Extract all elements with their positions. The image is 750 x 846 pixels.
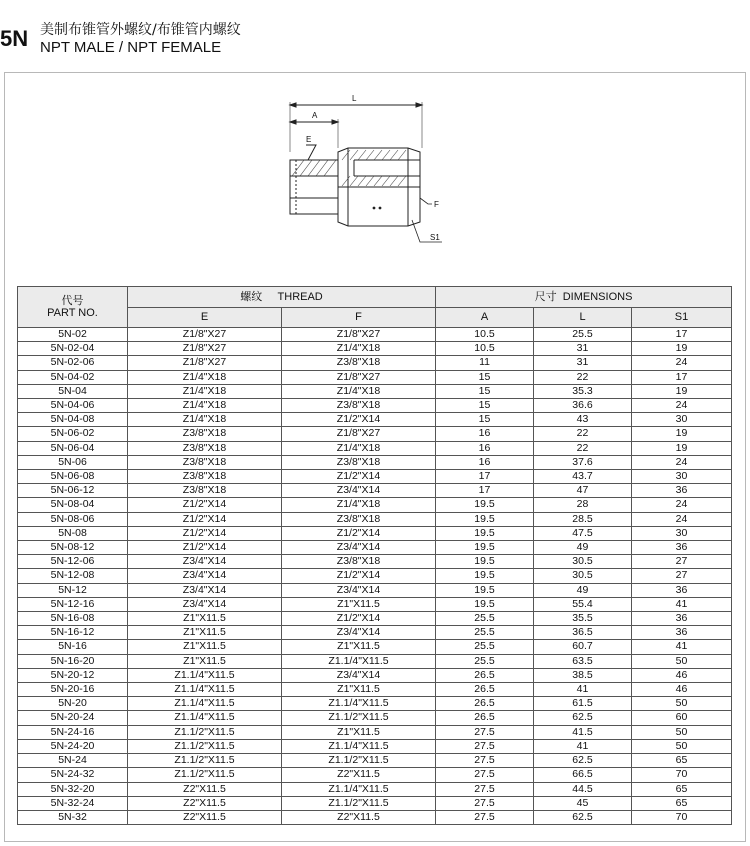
dim-l-cell: 30.5	[534, 555, 632, 569]
table-row	[18, 441, 732, 455]
part-no-cell: 5N-24-16	[18, 725, 128, 739]
part-no-cell: 5N-16-12	[18, 626, 128, 640]
dim-l-cell: 62.5	[534, 711, 632, 725]
dim-a-cell: 17	[436, 470, 534, 484]
dim-a-cell: 15	[436, 384, 534, 398]
thread-e-cell: Z1/8"X27	[128, 328, 282, 342]
dim-l-cell: 31	[534, 356, 632, 370]
dim-a-cell: 26.5	[436, 668, 534, 682]
thread-e-cell: Z1/8"X27	[128, 356, 282, 370]
dim-a-cell: 26.5	[436, 683, 534, 697]
table-row	[18, 597, 732, 611]
dim-s1-cell: 65	[632, 754, 732, 768]
part-no-header	[18, 287, 128, 328]
table-row	[18, 711, 732, 725]
dimensions-header	[436, 287, 732, 308]
dim-l-cell: 60.7	[534, 640, 632, 654]
col-header-A: A	[436, 308, 534, 328]
dim-s1-cell: 36	[632, 626, 732, 640]
dim-a-cell: 26.5	[436, 697, 534, 711]
thread-f-cell: Z1"X11.5	[282, 725, 436, 739]
thread-e-cell: Z3/4"X14	[128, 583, 282, 597]
thread-e-cell: Z3/8"X18	[128, 441, 282, 455]
part-no-cell: 5N-32	[18, 810, 128, 824]
table-row	[18, 470, 732, 484]
thread-e-cell: Z1/2"X14	[128, 526, 282, 540]
col-header-L: L	[534, 308, 632, 328]
dimensions-header-en: DIMENSIONS	[562, 290, 633, 303]
thread-e-cell: Z1"X11.5	[128, 612, 282, 626]
thread-f-cell: Z1.1/2"X11.5	[282, 711, 436, 725]
thread-f-cell: Z3/8"X18	[282, 512, 436, 526]
thread-e-cell: Z1/4"X18	[128, 370, 282, 384]
dim-l-cell: 35.5	[534, 612, 632, 626]
table-row	[18, 541, 732, 555]
thread-f-cell: Z1/4"X18	[282, 384, 436, 398]
dim-s1-cell: 70	[632, 768, 732, 782]
part-no-cell: 5N-20-16	[18, 683, 128, 697]
part-no-cell: 5N-06-12	[18, 484, 128, 498]
part-no-cell: 5N-04	[18, 384, 128, 398]
thread-e-cell: Z1"X11.5	[128, 640, 282, 654]
thread-e-cell: Z1.1/2"X11.5	[128, 754, 282, 768]
dim-s1-cell: 70	[632, 810, 732, 824]
part-no-cell: 5N-20-24	[18, 711, 128, 725]
dim-a-cell: 19.5	[436, 555, 534, 569]
thread-f-cell: Z3/4"X14	[282, 583, 436, 597]
dim-s1-cell: 46	[632, 683, 732, 697]
thread-f-cell: Z3/8"X18	[282, 555, 436, 569]
part-no-cell: 5N-24	[18, 754, 128, 768]
thread-f-cell: Z3/4"X14	[282, 484, 436, 498]
thread-f-cell: Z1"X11.5	[282, 597, 436, 611]
dim-l-cell: 36.5	[534, 626, 632, 640]
dim-s1-cell: 24	[632, 455, 732, 469]
table-row	[18, 413, 732, 427]
dim-s1-cell: 41	[632, 640, 732, 654]
dim-a-cell: 19.5	[436, 526, 534, 540]
part-no-cell: 5N-04-08	[18, 413, 128, 427]
thread-e-cell: Z1/2"X14	[128, 541, 282, 555]
table-row	[18, 754, 732, 768]
dim-s1-cell: 46	[632, 668, 732, 682]
thread-e-cell: Z2"X11.5	[128, 782, 282, 796]
dim-a-cell: 17	[436, 484, 534, 498]
thread-f-cell: Z1/2"X14	[282, 612, 436, 626]
table-row	[18, 555, 732, 569]
part-no-cell: 5N-20	[18, 697, 128, 711]
thread-f-cell: Z3/8"X18	[282, 399, 436, 413]
dim-a-cell: 19.5	[436, 569, 534, 583]
dim-l-cell: 47	[534, 484, 632, 498]
thread-f-cell: Z3/4"X14	[282, 668, 436, 682]
col-header-S1: S1	[632, 308, 732, 328]
dim-s1-cell: 65	[632, 782, 732, 796]
thread-e-cell: Z1/4"X18	[128, 413, 282, 427]
table-row	[18, 583, 732, 597]
dim-a-cell: 19.5	[436, 583, 534, 597]
table-row	[18, 640, 732, 654]
thread-e-cell: Z3/8"X18	[128, 455, 282, 469]
thread-e-cell: Z1.1/2"X11.5	[128, 768, 282, 782]
dim-a-cell: 15	[436, 399, 534, 413]
part-no-cell: 5N-16-08	[18, 612, 128, 626]
part-no-cell: 5N-08-12	[18, 541, 128, 555]
table-row	[18, 668, 732, 682]
dim-s1-cell: 19	[632, 427, 732, 441]
spec-table-body	[18, 328, 732, 825]
thread-e-cell: Z1.1/4"X11.5	[128, 711, 282, 725]
dim-l-cell: 43	[534, 413, 632, 427]
dim-l-cell: 41	[534, 739, 632, 753]
thread-f-cell: Z1/2"X14	[282, 526, 436, 540]
dim-a-cell: 10.5	[436, 328, 534, 342]
thread-e-cell: Z3/8"X18	[128, 470, 282, 484]
dimensions-header-cn: 尺寸	[534, 289, 557, 303]
dim-l-cell: 41.5	[534, 725, 632, 739]
part-no-cell: 5N-06	[18, 455, 128, 469]
part-no-cell: 5N-24-20	[18, 739, 128, 753]
dim-a-cell: 19.5	[436, 541, 534, 555]
thread-e-cell: Z3/4"X14	[128, 569, 282, 583]
dim-l-cell: 47.5	[534, 526, 632, 540]
dim-l-cell: 44.5	[534, 782, 632, 796]
dim-l-cell: 49	[534, 583, 632, 597]
table-row	[18, 612, 732, 626]
part-no-cell: 5N-16	[18, 640, 128, 654]
part-no-cell: 5N-12	[18, 583, 128, 597]
thread-f-cell: Z1/4"X18	[282, 498, 436, 512]
dim-s1-cell: 19	[632, 384, 732, 398]
dim-s1-cell: 30	[632, 526, 732, 540]
dim-a-cell: 27.5	[436, 725, 534, 739]
thread-e-cell: Z1.1/4"X11.5	[128, 668, 282, 682]
dim-a-cell: 19.5	[436, 498, 534, 512]
dim-l-cell: 28	[534, 498, 632, 512]
part-no-cell: 5N-04-06	[18, 399, 128, 413]
spec-table	[17, 286, 732, 825]
dim-s1-cell: 36	[632, 583, 732, 597]
dim-l-cell: 31	[534, 342, 632, 356]
dim-label-E: E	[306, 135, 312, 144]
part-no-cell: 5N-20-12	[18, 668, 128, 682]
thread-f-cell: Z2"X11.5	[282, 810, 436, 824]
dim-l-cell: 36.6	[534, 399, 632, 413]
part-no-cell: 5N-02-06	[18, 356, 128, 370]
dim-s1-cell: 17	[632, 370, 732, 384]
part-no-cell: 5N-08-06	[18, 512, 128, 526]
part-no-cell: 5N-32-20	[18, 782, 128, 796]
thread-f-cell: Z1.1/4"X11.5	[282, 697, 436, 711]
dim-s1-cell: 24	[632, 356, 732, 370]
thread-e-cell: Z1.1/4"X11.5	[128, 697, 282, 711]
thread-e-cell: Z3/8"X18	[128, 484, 282, 498]
thread-f-cell: Z3/8"X18	[282, 455, 436, 469]
table-row	[18, 782, 732, 796]
thread-e-cell: Z1/2"X14	[128, 498, 282, 512]
thread-header-cn: 螺纹	[240, 289, 263, 303]
dim-a-cell: 27.5	[436, 754, 534, 768]
dim-s1-cell: 50	[632, 725, 732, 739]
thread-f-cell: Z1/8"X27	[282, 427, 436, 441]
part-no-header-en: PART NO.	[47, 307, 98, 319]
thread-f-cell: Z2"X11.5	[282, 768, 436, 782]
dim-a-cell: 27.5	[436, 796, 534, 810]
dim-l-cell: 61.5	[534, 697, 632, 711]
dim-s1-cell: 65	[632, 796, 732, 810]
thread-f-cell: Z1/8"X27	[282, 370, 436, 384]
dim-l-cell: 22	[534, 441, 632, 455]
dim-s1-cell: 17	[632, 328, 732, 342]
dim-a-cell: 25.5	[436, 612, 534, 626]
table-row	[18, 498, 732, 512]
dim-s1-cell: 41	[632, 597, 732, 611]
table-row	[18, 526, 732, 540]
part-no-cell: 5N-12-06	[18, 555, 128, 569]
table-row	[18, 768, 732, 782]
table-row	[18, 626, 732, 640]
thread-f-cell: Z3/8"X18	[282, 356, 436, 370]
part-no-cell: 5N-02-04	[18, 342, 128, 356]
title-chinese: 美制布锥管外螺纹/布锥管内螺纹	[40, 22, 241, 38]
part-no-cell: 5N-04-02	[18, 370, 128, 384]
dim-a-cell: 10.5	[436, 342, 534, 356]
dim-s1-cell: 24	[632, 498, 732, 512]
part-no-cell: 5N-32-24	[18, 796, 128, 810]
thread-f-cell: Z1/4"X18	[282, 342, 436, 356]
col-header-F: F	[282, 308, 436, 328]
thread-header-en: THREAD	[277, 290, 323, 303]
thread-e-cell: Z2"X11.5	[128, 810, 282, 824]
thread-f-cell: Z1.1/2"X11.5	[282, 796, 436, 810]
dim-a-cell: 26.5	[436, 711, 534, 725]
thread-e-cell: Z1.1/4"X11.5	[128, 683, 282, 697]
dim-a-cell: 27.5	[436, 739, 534, 753]
thread-f-cell: Z3/4"X14	[282, 541, 436, 555]
dim-l-cell: 55.4	[534, 597, 632, 611]
dim-l-cell: 38.5	[534, 668, 632, 682]
dim-l-cell: 35.3	[534, 384, 632, 398]
part-no-cell: 5N-06-08	[18, 470, 128, 484]
dim-l-cell: 22	[534, 370, 632, 384]
dim-a-cell: 16	[436, 441, 534, 455]
table-row	[18, 384, 732, 398]
thread-e-cell: Z1/4"X18	[128, 399, 282, 413]
thread-f-cell: Z1/2"X14	[282, 470, 436, 484]
dim-l-cell: 62.5	[534, 754, 632, 768]
dim-l-cell: 28.5	[534, 512, 632, 526]
thread-f-cell: Z1/4"X18	[282, 441, 436, 455]
dim-l-cell: 41	[534, 683, 632, 697]
thread-header	[128, 287, 436, 308]
thread-f-cell: Z1/2"X14	[282, 569, 436, 583]
dim-l-cell: 30.5	[534, 569, 632, 583]
part-no-cell: 5N-06-02	[18, 427, 128, 441]
dim-a-cell: 25.5	[436, 626, 534, 640]
table-row	[18, 725, 732, 739]
dim-s1-cell: 19	[632, 441, 732, 455]
dim-s1-cell: 30	[632, 470, 732, 484]
thread-f-cell: Z3/4"X14	[282, 626, 436, 640]
thread-e-cell: Z2"X11.5	[128, 796, 282, 810]
table-row	[18, 342, 732, 356]
dim-s1-cell: 60	[632, 711, 732, 725]
table-row	[18, 455, 732, 469]
dim-a-cell: 15	[436, 370, 534, 384]
part-no-cell: 5N-08-04	[18, 498, 128, 512]
fitting-drawing	[270, 92, 470, 262]
dim-s1-cell: 50	[632, 697, 732, 711]
thread-e-cell: Z3/4"X14	[128, 555, 282, 569]
dim-label-L: L	[352, 94, 357, 103]
series-code: 5N	[0, 26, 29, 51]
dim-a-cell: 15	[436, 413, 534, 427]
col-header-E: E	[128, 308, 282, 328]
thread-f-cell: Z1"X11.5	[282, 640, 436, 654]
dim-label-F: F	[434, 200, 439, 209]
dim-l-cell: 62.5	[534, 810, 632, 824]
part-no-cell: 5N-16-20	[18, 654, 128, 668]
table-row	[18, 370, 732, 384]
part-no-cell: 5N-24-32	[18, 768, 128, 782]
part-no-cell: 5N-06-04	[18, 441, 128, 455]
part-no-header-cn: 代号	[61, 293, 84, 307]
title-english: NPT MALE / NPT FEMALE	[40, 39, 222, 56]
dim-s1-cell: 36	[632, 484, 732, 498]
dim-a-cell: 16	[436, 427, 534, 441]
dim-label-A: A	[312, 111, 318, 120]
dim-a-cell: 19.5	[436, 597, 534, 611]
dim-l-cell: 37.6	[534, 455, 632, 469]
thread-e-cell: Z3/8"X18	[128, 427, 282, 441]
dim-label-S1: S1	[430, 233, 440, 242]
dim-s1-cell: 27	[632, 569, 732, 583]
dim-s1-cell: 50	[632, 739, 732, 753]
dim-l-cell: 49	[534, 541, 632, 555]
thread-f-cell: Z1.1/4"X11.5	[282, 739, 436, 753]
thread-f-cell: Z1.1/4"X11.5	[282, 782, 436, 796]
dim-s1-cell: 30	[632, 413, 732, 427]
dim-s1-cell: 36	[632, 612, 732, 626]
part-no-cell: 5N-12-08	[18, 569, 128, 583]
dim-a-cell: 27.5	[436, 782, 534, 796]
thread-e-cell: Z1/2"X14	[128, 512, 282, 526]
dim-l-cell: 66.5	[534, 768, 632, 782]
table-row	[18, 356, 732, 370]
table-row	[18, 810, 732, 824]
table-row	[18, 328, 732, 342]
table-row	[18, 484, 732, 498]
table-row	[18, 654, 732, 668]
dim-a-cell: 11	[436, 356, 534, 370]
dim-s1-cell: 24	[632, 512, 732, 526]
dim-l-cell: 45	[534, 796, 632, 810]
part-no-cell: 5N-12-16	[18, 597, 128, 611]
thread-e-cell: Z1"X11.5	[128, 626, 282, 640]
thread-e-cell: Z1.1/2"X11.5	[128, 739, 282, 753]
dim-l-cell: 25.5	[534, 328, 632, 342]
dim-a-cell: 16	[436, 455, 534, 469]
table-row	[18, 796, 732, 810]
table-row	[18, 569, 732, 583]
table-row	[18, 697, 732, 711]
thread-e-cell: Z1"X11.5	[128, 654, 282, 668]
part-no-cell: 5N-02	[18, 328, 128, 342]
thread-e-cell: Z1/8"X27	[128, 342, 282, 356]
thread-f-cell: Z1"X11.5	[282, 683, 436, 697]
table-row	[18, 683, 732, 697]
part-no-cell: 5N-08	[18, 526, 128, 540]
dim-l-cell: 63.5	[534, 654, 632, 668]
dim-a-cell: 19.5	[436, 512, 534, 526]
dim-s1-cell: 50	[632, 654, 732, 668]
dim-a-cell: 25.5	[436, 640, 534, 654]
thread-f-cell: Z1.1/4"X11.5	[282, 654, 436, 668]
dim-l-cell: 22	[534, 427, 632, 441]
dim-a-cell: 25.5	[436, 654, 534, 668]
dim-s1-cell: 36	[632, 541, 732, 555]
thread-e-cell: Z1/4"X18	[128, 384, 282, 398]
dim-a-cell: 27.5	[436, 768, 534, 782]
thread-e-cell: Z3/4"X14	[128, 597, 282, 611]
thread-f-cell: Z1/2"X14	[282, 413, 436, 427]
dim-l-cell: 43.7	[534, 470, 632, 484]
table-row	[18, 739, 732, 753]
dim-s1-cell: 19	[632, 342, 732, 356]
dim-s1-cell: 27	[632, 555, 732, 569]
thread-f-cell: Z1/8"X27	[282, 328, 436, 342]
thread-e-cell: Z1.1/2"X11.5	[128, 725, 282, 739]
table-row	[18, 399, 732, 413]
dim-s1-cell: 24	[632, 399, 732, 413]
table-row	[18, 427, 732, 441]
dim-a-cell: 27.5	[436, 810, 534, 824]
table-row	[18, 512, 732, 526]
thread-f-cell: Z1.1/2"X11.5	[282, 754, 436, 768]
